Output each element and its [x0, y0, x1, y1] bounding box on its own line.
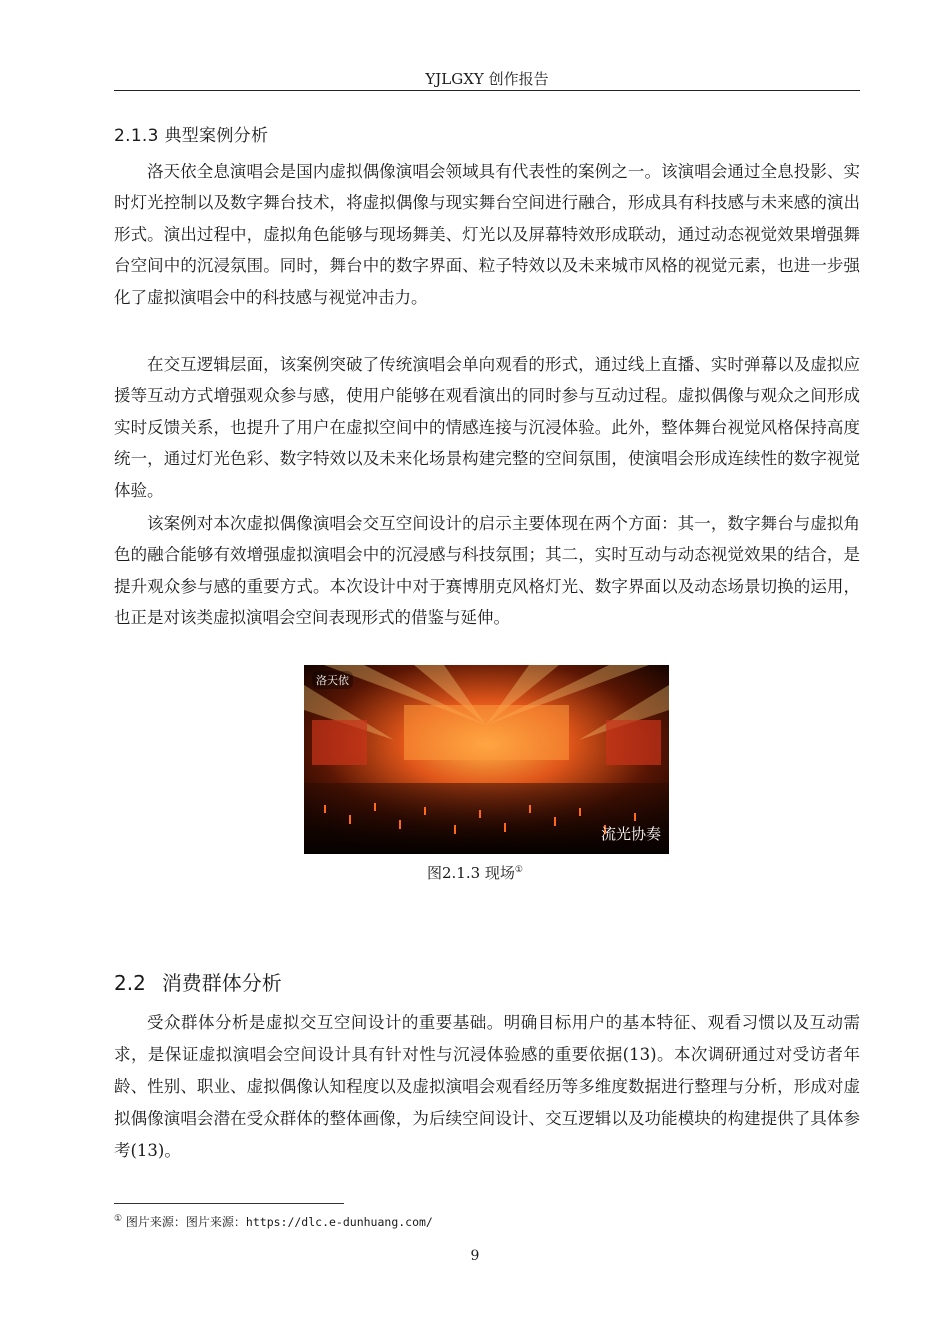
paragraph-3: 该案例对本次虚拟偶像演唱会交互空间设计的启示主要体现在两个方面：其一，数字舞台与虚拟角色的融合能够有效增强虚拟演唱会中的沉浸感与科技氛围；其二，实时互动与动态视觉效果的结合，是提升观众参与感的重要方式。本次设计中对于赛博朋克风格灯光、数字界面以及动态场景切换的运用，也正是对该类虚拟演唱会空间表现形式的借鉴与延伸。	[114, 514, 860, 628]
footnote-label: 图片来源：图片来源：	[125, 1215, 246, 1229]
caption-text: 图2.1.3 现场	[426, 864, 515, 882]
paragraph-1: 洛天依全息演唱会是国内虚拟偶像演唱会领域具有代表性的案例之一。该演唱会通过全息投影、实时灯光控制以及数字舞台技术，将虚拟偶像与现实舞台空间进行融合，形成具有科技感与未来感的演出形式。演出过程中，虚拟角色能够与现场舞美、灯光以及屏幕特效形成联动，通过动态视觉效果增强舞台空间中的沉浸氛围。同时，舞台中的数字界面、粒子特效以及未来城市风格的视觉元素，也进一步强化了虚拟演唱会中的科技感与视觉冲击力。	[114, 162, 860, 307]
section-number: 2.2	[114, 971, 146, 995]
photo-overlay-title: 流光协奏	[600, 825, 661, 843]
concert-photo	[304, 665, 669, 854]
caption-footnote-mark: ①	[514, 865, 523, 875]
footnote-url[interactable]: https://dlc.e-dunhuang.com/	[245, 1215, 433, 1229]
header-rule	[114, 90, 860, 91]
page-header: YJLGXY 创作报告	[425, 70, 549, 88]
paragraph-4: 受众群体分析是虚拟交互空间设计的重要基础。明确目标用户的基本特征、观看习惯以及互动需求，是保证虚拟演唱会空间设计具有针对性与沉浸体验感的重要依据(13)。本次调研通过对受访者年龄、性别、职业、虚拟偶像认知程度以及虚拟演唱会观看经历等多维度数据进行整理与分析，形成对虚拟偶像演唱会潜在受众群体的整体画像，为后续空间设计、交互逻辑以及功能模块的构建提供了具体参考(13)。	[114, 1013, 860, 1160]
footnote	[114, 1213, 433, 1230]
page-number: 9	[470, 1248, 480, 1264]
footnote-mark: ①	[114, 1214, 123, 1224]
footnote-rule	[114, 1203, 344, 1204]
photo-watermark: 洛天依	[312, 671, 353, 689]
section-title: 消费群体分析	[161, 971, 282, 995]
section-heading-2-1-3: 2.1.3 典型案例分析	[114, 126, 269, 146]
figure-caption	[0, 862, 950, 883]
section-heading-2-2	[114, 967, 282, 996]
paragraph-2: 在交互逻辑层面，该案例突破了传统演唱会单向观看的形式，通过线上直播、实时弹幕以及虚拟应援等互动方式增强观众参与感，使用户能够在观看演出的同时参与互动过程。虚拟偶像与观众之间形成实时反馈关系，也提升了用户在虚拟空间中的情感连接与沉浸体验。此外，整体舞台视觉风格保持高度统一，通过灯光色彩、数字特效以及未来化场景构建完整的空间氛围，使演唱会形成连续性的数字视觉体验。	[114, 355, 860, 500]
